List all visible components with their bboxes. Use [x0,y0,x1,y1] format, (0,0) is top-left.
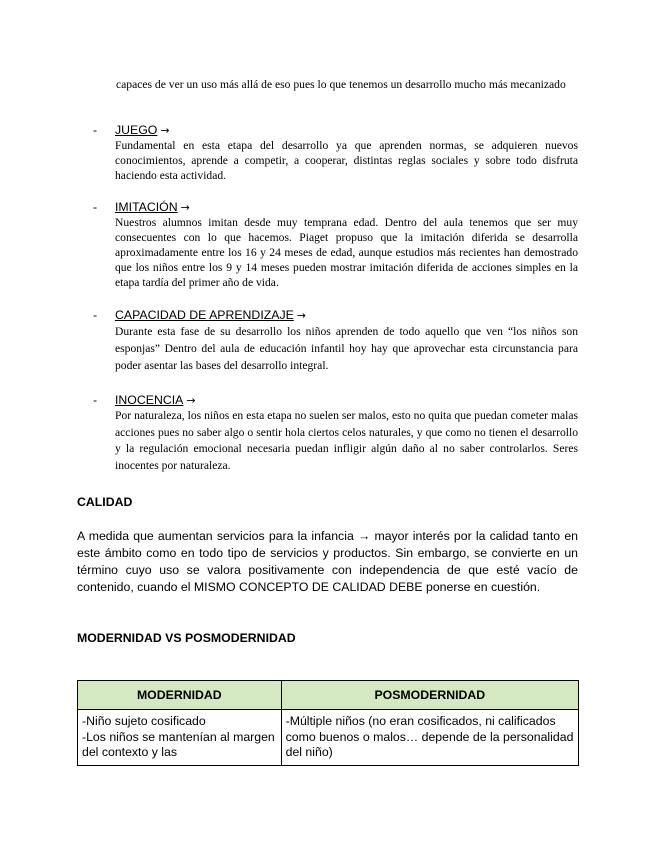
section-heading-modernidad: MODERNIDAD VS POSMODERNIDAD [77,631,296,645]
arrow-right-icon: → [296,309,307,322]
bullet-dash: - [93,308,98,322]
item-body: Por naturaleza, los niños en esta etapa no suelen ser malos, esto no quita que puedan cometer malas acciones pues no saber algo o sentir hola ciertos celos naturales, y que como no tienen el desarrollo y la regulación emocional necesaria puedan infligir algún daño al no saber controlarlos. Seres inocentes por naturaleza. [115,409,578,472]
item-body: Fundamental en esta etapa del desarrollo ya que aprenden normas, se adquieren nuevos conocimientos, aprende a competir, a cooperar, distintas reglas sociales y sobre todo disfruta haciendo esta actividad. [115,139,578,182]
item-body: Nuestros alumnos imitan desde muy temprana edad. Dentro del aula tenemos que ser muy consecuentes con lo que hacemos. Piaget propuso que la imitación diferida se desarrolla aproximadamente entre los 16 y 24 meses de edad, aunque estudios más recientes han demostrado que los niños entre los 9 y 14 meses pueden mostrar imitación diferida de acciones simples en la etapa tardía del primer año de vida. [115,216,578,289]
table-header-row [78,681,579,710]
item-body: Durante esta fase de su desarrollo los niños aprenden de todo aquello que ven “los niños son esponjas” Dentro del aula de educación infantil hoy hay que aprovechar esta circunstancia para poder asentar las bases del desarrollo integral. [115,325,578,372]
bullet-dash: - [93,200,98,214]
arrow-right-icon: → [180,201,190,214]
bullet-dash: - [93,393,98,407]
table-cell-modernidad [78,710,282,766]
table-row [78,710,579,766]
table-header-cell: POSMODERNIDAD [281,681,578,710]
item-title: IMITACIÓN [115,200,178,214]
table-cell-posmodernidad: -Múltiple niños (no eran cosificados, ni calificados como buenos o malos… depende de la personalidad del niño) [281,710,578,766]
item-title: CAPACIDAD DE APRENDIZAJE [115,308,294,322]
list-item-juego [93,122,578,183]
list-item-capacidad-aprendizaje [93,307,578,374]
list-item-imitacion [93,199,578,290]
item-title: JUEGO [115,123,158,137]
section-heading-calidad: CALIDAD [77,495,133,509]
list-item-inocencia [93,392,578,474]
calidad-paragraph: A medida que aumentan servicios para la infancia → mayor interés por la calidad tanto en este ámbito como en todo tipo de servicios y productos. Sin embargo, se convierte en un término cuyo uso se valora positivamente con independencia de que esté vacío de contenido, cuando el MISMO CONCEPTO DE CALIDAD DEBE ponerse en cuestión. [77,529,578,594]
intro-paragraph: capaces de ver un uso más allá de eso pues lo que tenemos un desarrollo mucho más mecanizado [116,78,566,91]
item-title: INOCENCIA [115,393,184,407]
cell-line: -Los niños se mantenían al margen del contexto y las [82,729,275,759]
arrow-right-icon: → [160,124,170,137]
arrow-right-icon: → [186,394,196,407]
bullet-dash: - [93,123,98,137]
table-header-cell: MODERNIDAD [78,681,282,710]
comparison-table [77,680,579,766]
cell-line: -Niño sujeto cosificado [82,714,206,728]
